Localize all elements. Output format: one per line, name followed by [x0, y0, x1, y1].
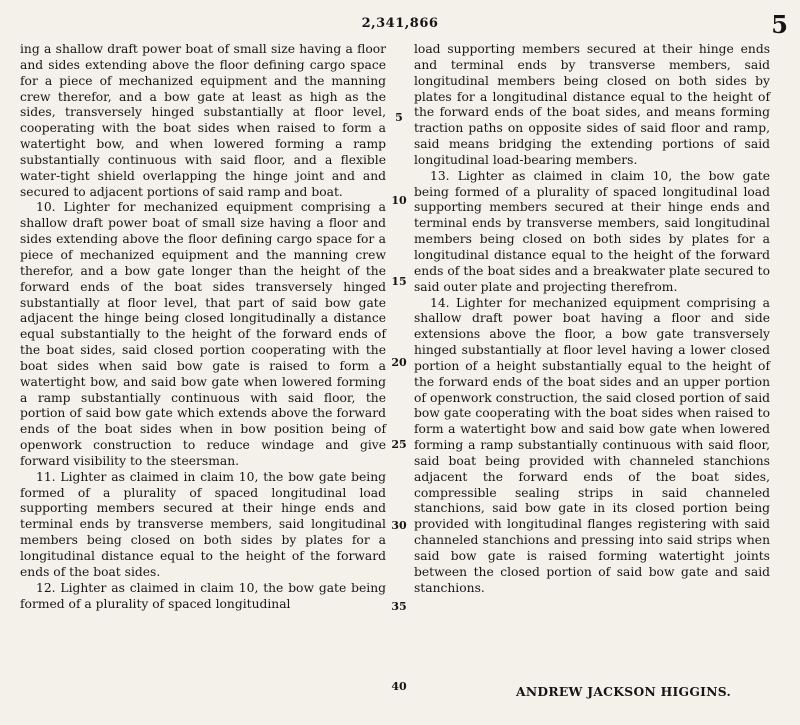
inventor-signature: ANDREW JACKSON HIGGINS.: [516, 684, 732, 699]
line-number-25: 25: [391, 438, 407, 451]
page-number: 5: [771, 10, 788, 39]
left-column: [20, 42, 386, 612]
claim-12-start: 12. Lighter as claimed in claim 10, the bow gate being formed of a plurality of spaced longitudinal: [20, 580, 386, 611]
claim-13: 13. Lighter as claimed in claim 10, the bow gate being formed of a plurality of spaced longitudinal load supporting members secured at their hinge ends and terminal ends by transverse members, said longitudinal members being closed on both sides by plates for a longitudinal distance equal to the height of the forward ends of the boat sides and a breakwater plate secured to said outer plate and projecting therefrom.: [414, 168, 770, 294]
line-number-5: 5: [395, 111, 403, 124]
line-number-10: 10: [391, 194, 407, 207]
line-number-30: 30: [391, 519, 407, 532]
claim-10: 10. Lighter for mechanized equipment comprising a shallow draft power boat of small size having a floor and sides extending above the floor defining cargo space for a piece of mechanized equipment and the manning crew therefor, and a bow gate longer than the height of the forward ends of the boat sides transversely hinged substantially at floor level, that part of said bow gate adjacent the hinge being closed longitudinally a distance equal substantially to the height of the forward ends of the boat sides, said closed portion cooperating with the boat sides when said bow gate is raised to form a watertight bow, and said bow gate when lowered forming a ramp substantially continuous with said floor, the portion of said bow gate which extends above the forward ends of the boat sides when in bow position being of openwork construction to reduce windage and give forward visibility to the steersman.: [20, 200, 386, 468]
line-number-20: 20: [391, 356, 407, 369]
line-number-35: 35: [391, 600, 407, 613]
patent-number: 2,341,866: [361, 16, 439, 31]
claim-9-continuation: ing a shallow draft power boat of small size having a floor and sides extending above the floor defining cargo space for a piece of mechanized equipment and the manning crew therefor, and a bow gate at least as high as the sides, transversely hinged substantially at floor level, cooperating with the boat sides when raised to form a watertight bow, and when lowered forming a ramp substantially continuous with said floor, and a flexible water-tight shield overlapping the hinge joint and and secured to adjacent portions of said ramp and boat.: [20, 42, 386, 199]
claim-14: 14. Lighter for mechanized equipment comprising a shallow draft power boat having a floor and side extensions above the floor, a bow gate transversely hinged substantially at floor level having a lower closed portion of a height substantially equal to the height of the forward ends of the boat sides and an upper portion of openwork construction, the said closed portion of said bow gate cooperating with the boat sides when raised to form a watertight bow and said bow gate when lowered forming a ramp substantially continuous with said floor, said boat being provided with channeled stanchions adjacent the forward ends of the boat sides, compressible sealing strips in said channeled stanchions, said bow gate in its closed portion being provided with longitudinal flanges registering with said channeled stanchions and pressing into said strips when said bow gate is raised forming watertight joints between the closed portion of said bow gate and said stanchions.: [414, 295, 770, 595]
line-number-15: 15: [391, 275, 407, 288]
line-number-40: 40: [391, 680, 407, 693]
claim-11: 11. Lighter as claimed in claim 10, the bow gate being formed of a plurality of spaced longitudinal load supporting members secured at their hinge ends and terminal ends by transverse members, said longitudinal members being closed on both sides by plates for a longitudinal distance equal to the height of the forward ends of the boat sides.: [20, 469, 386, 579]
right-column: [414, 42, 770, 597]
claim-12-continuation: load supporting members secured at their hinge ends and terminal ends by transverse members, said longitudinal members being closed on both sides by plates for a longitudinal distance equal to the height of the forward ends of the boat sides, and means forming traction paths on opposite sides of said floor and ramp, said means bridging the extending portions of said longitudinal load-bearing members.: [414, 42, 770, 167]
